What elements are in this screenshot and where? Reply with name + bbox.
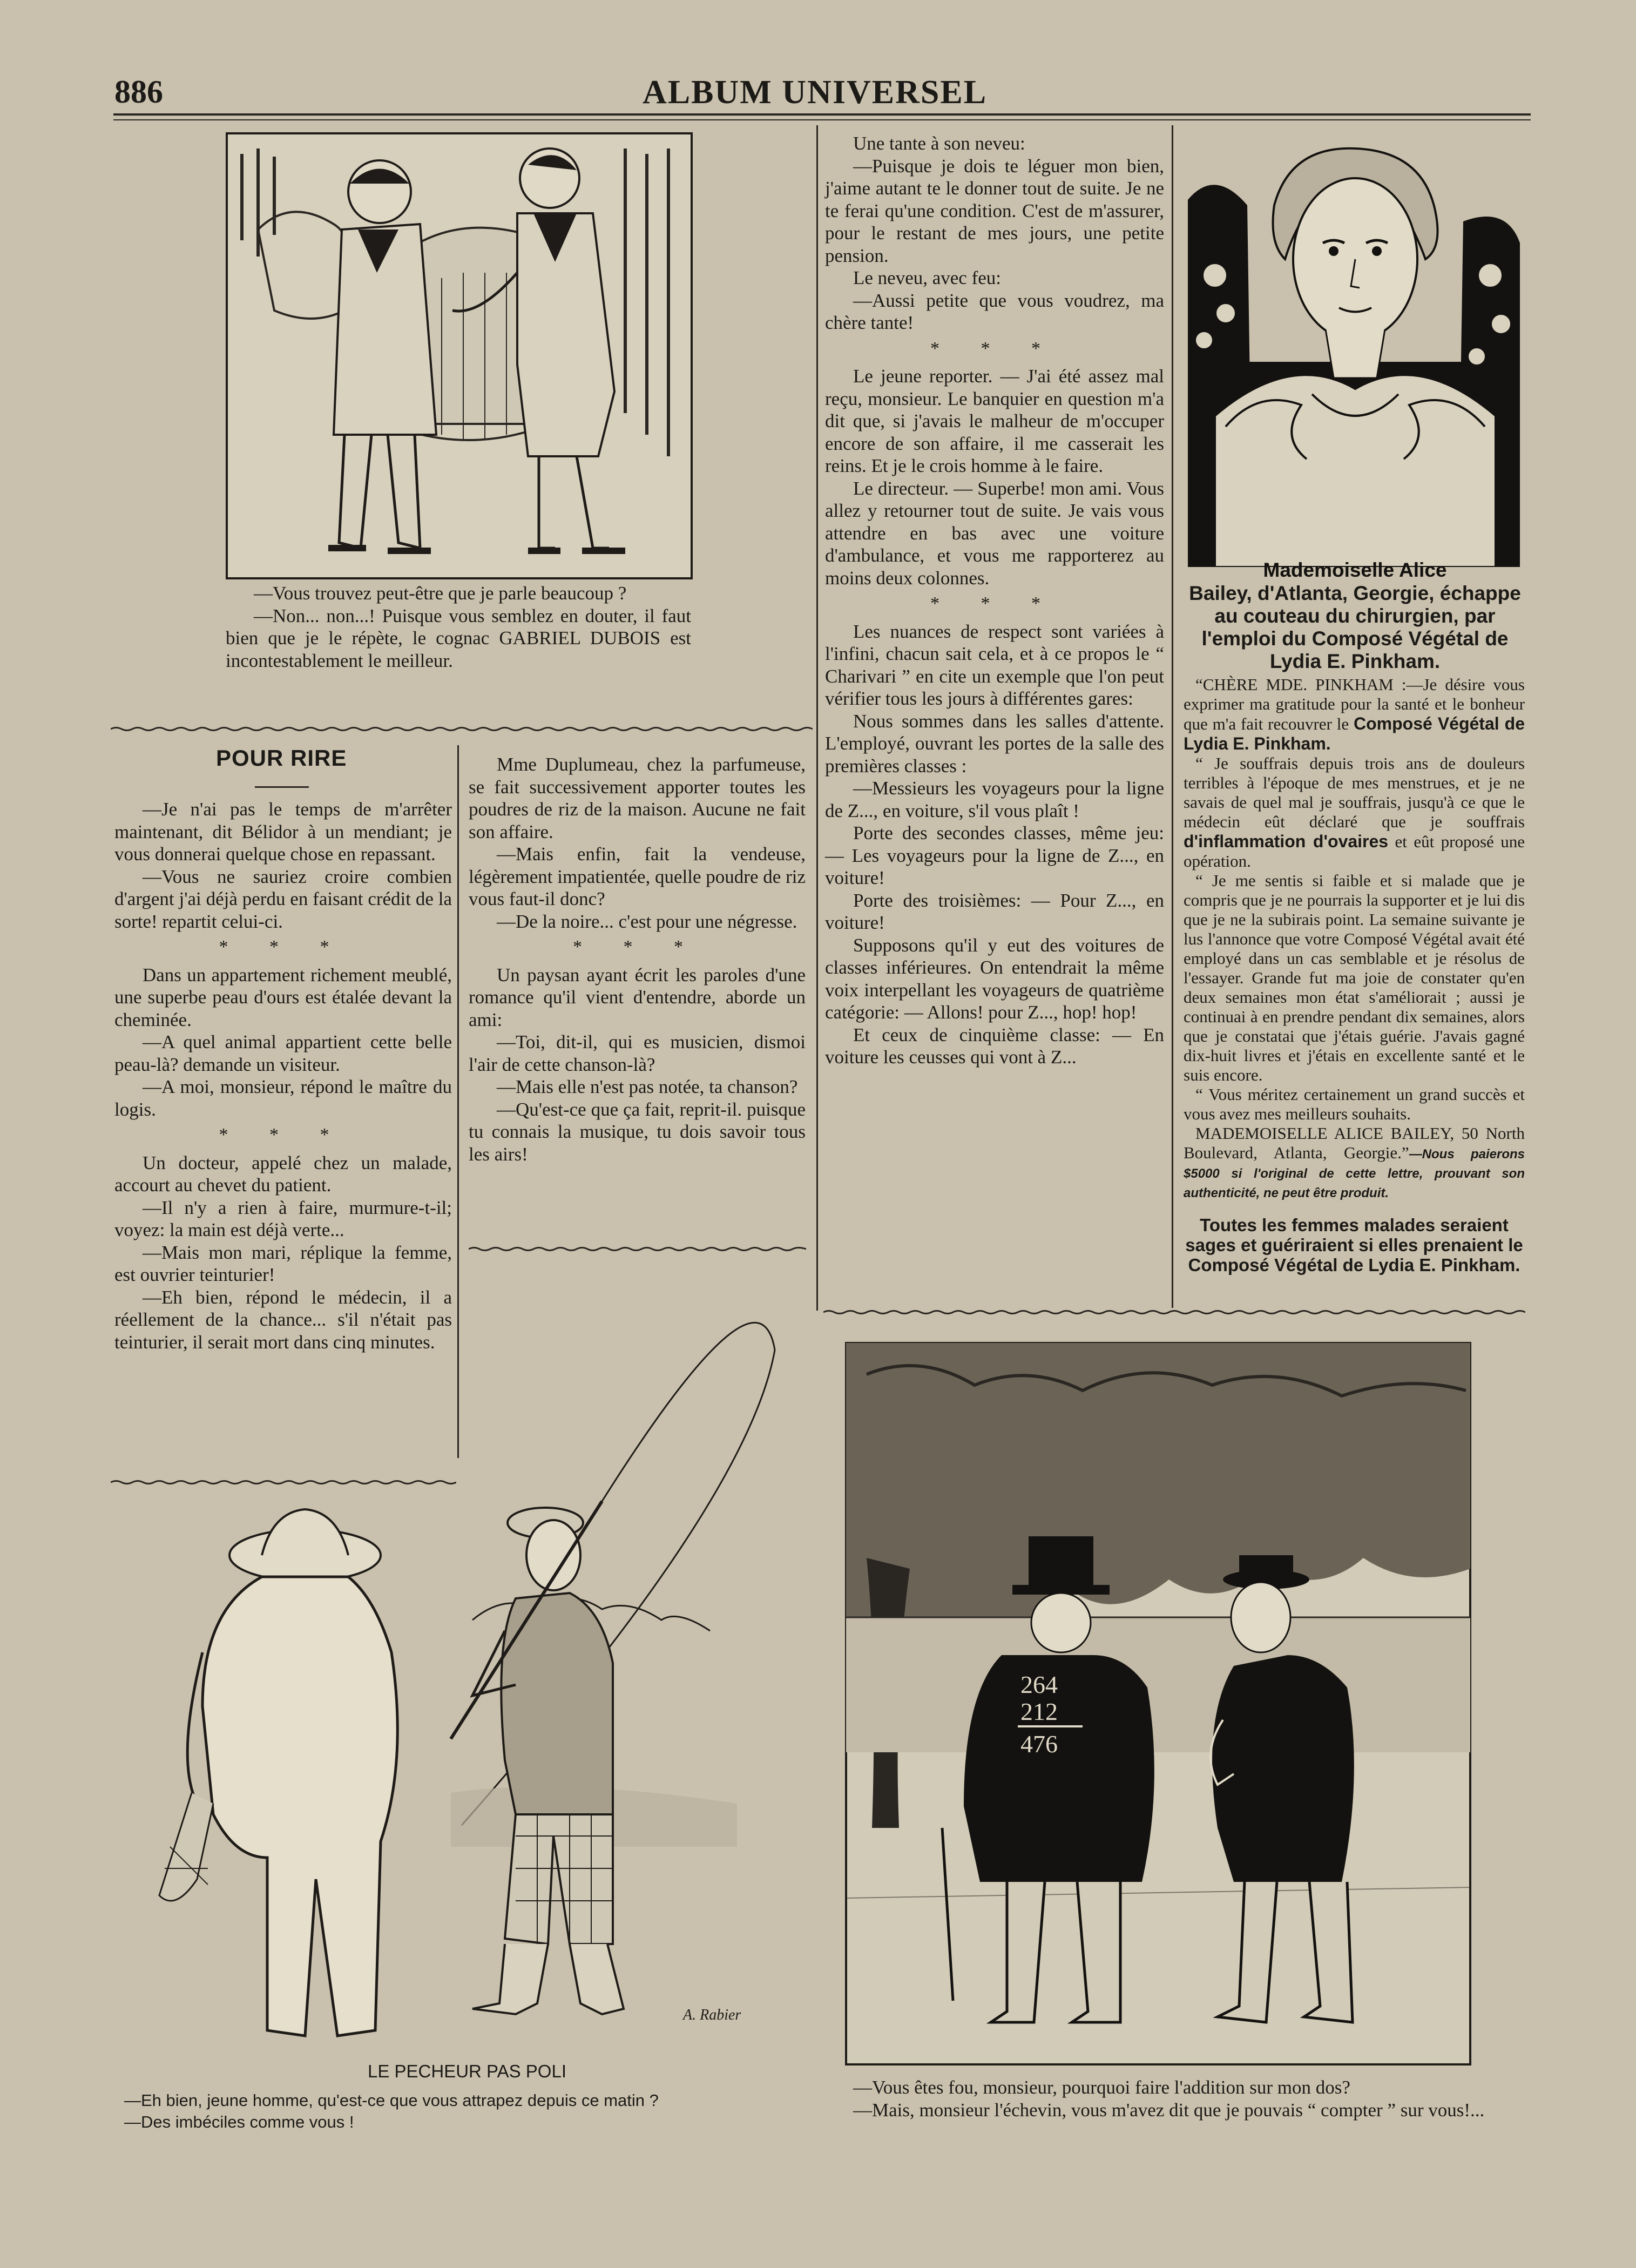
- paragraph: —Eh bien, répond le médecin, il a réellement de la chance... s'il n'était pas teinturier, il serait mort dans cinq minutes.: [114, 1286, 452, 1353]
- paragraph: Une tante à son neveu:: [853, 133, 1025, 154]
- cartoon-fisherman-signature: A. Rabier: [683, 2007, 741, 2023]
- stars-separator: * * *: [219, 937, 348, 957]
- paragraph: Un docteur, appelé chez un malade, accourt au chevet du patient.: [114, 1152, 452, 1196]
- paragraph: Supposons qu'il y eut des voitures de classes inférieures. On entendrait la même voix interpellant les voyageurs de quatrième catégorie: — Allons! pour Z..., hop! hop!: [825, 934, 1164, 1023]
- stars-separator: * * *: [573, 937, 701, 957]
- page-number: 886: [114, 74, 163, 110]
- caption-line: —Des imbéciles comme vous !: [124, 2112, 354, 2131]
- ad-salutation: “CHÈRE MDE. PINKHAM :—: [1195, 675, 1423, 694]
- pour-rire-left-column: [114, 798, 452, 1353]
- ad-text: Je désire vous exprimer ma gratitude pour la santé et le bonheur que m'a fait recouvrer le: [1184, 675, 1525, 733]
- paragraph: Un paysan ayant écrit les paroles d'une romance qu'il vient d'entendre, aborde un ami:: [469, 964, 806, 1030]
- paragraph: —Aussi petite que vous voudrez, ma chère tante!: [825, 289, 1164, 333]
- paragraph: —Il n'y a rien à faire, murmure-t-il; voyez: la main est déjà verte...: [114, 1197, 452, 1240]
- ad-signature: MADEMOISELLE ALICE BAILEY,: [1195, 1124, 1455, 1143]
- ad-headline-1: Mademoiselle Alice: [1263, 559, 1447, 581]
- header-rule: [113, 113, 1531, 116]
- column-rule-middle-left: [816, 125, 818, 1311]
- column-rule-middle-right: [1172, 125, 1173, 1308]
- cartoon-fisherman-title: LE PECHEUR PAS POLI: [367, 2061, 566, 2081]
- cartoon-cognac-illustration: [226, 132, 693, 579]
- back-number: 476: [1020, 1730, 1058, 1758]
- pour-rire-right-column: [469, 753, 806, 1165]
- wavy-separator: [111, 726, 813, 732]
- ad-headline-2: Bailey, d'Atlanta, Georgie, échappe au couteau du chirurgien, par l'emploi du Composé Végétal de Lydia E. Pinkham.: [1189, 582, 1521, 672]
- paragraph: —Je n'ai pas le temps de m'arrêter maintenant, dit Bélidor à un mendiant; je vous donnerai quelque chose en repassant.: [114, 799, 452, 865]
- title-underline: [255, 786, 309, 788]
- ad-emphasis: d'inflammation d'ovaires: [1184, 832, 1389, 851]
- caption-line: —Eh bien, jeune homme, qu'est-ce que vous attrapez depuis ce matin ?: [124, 2091, 659, 2110]
- stars-separator: * * *: [930, 593, 1059, 613]
- header-rule-thin: [113, 119, 1531, 120]
- paragraph: Le directeur. — Superbe! mon ami. Vous allez y retourner tout de suite. Je vais vous attendre en bas avec une voiture d'ambulance, et vous me rapporterez au moins deux colonnes.: [825, 477, 1164, 589]
- paragraph: —Mais elle n'est pas notée, ta chanson?: [497, 1076, 798, 1097]
- wavy-separator: [823, 1310, 1525, 1315]
- back-number: 264: [1020, 1671, 1058, 1698]
- stars-separator: * * *: [219, 1125, 348, 1145]
- paragraph: —Puisque je dois te léguer mon bien, j'aime autant te le donner tout de suite. Je ne te ferai qu'une condition. C'est de m'assurer, pour le restant de mes jours, une petite pension.: [825, 155, 1164, 266]
- caption-line: —Vous trouvez peut-être que je parle beaucoup ?: [254, 583, 627, 604]
- paragraph: —Mais enfin, fait la vendeuse, légèrement impatientée, quelle poudre de riz vous faut-il donc?: [469, 843, 806, 909]
- paragraph: —De la noire... c'est pour une négresse.: [497, 910, 797, 932]
- cartoon-fisherman-caption: [124, 2090, 821, 2133]
- caption-line: —Vous êtes fou, monsieur, pourquoi faire l'addition sur mon dos?: [853, 2077, 1350, 2098]
- ad-portrait-illustration: [1182, 135, 1525, 567]
- paragraph: Mme Duplumeau, chez la parfumeuse, se fait successivement apporter toutes les poudres de riz de la maison. Aucune ne fait son affaire.: [469, 754, 806, 842]
- ad-text: et eût proposé une opération.: [1184, 832, 1525, 870]
- paragraph: Porte des troisièmes: — Pour Z..., en voiture!: [825, 889, 1164, 933]
- ad-text: “ Je me sentis si faible et si malade que je compris que je ne pourrais la supporter et je lui dis que je ne la subirais point. La semaine suivante je lus l'annonce que votre Composé Végétal avait été employé dans un cas semblable et je résolus de l'essayer. Grande fut ma joie de constater qu'en deux semaines mon état s'améliorait ; aussi je continuai à en prendre pendant dix semaines, alors que je constatai que j'étais guérie. J'avais gagné dix-huit livres et j'étais en excellente santé et le suis encore.: [1184, 871, 1525, 1084]
- wavy-separator: [469, 1246, 806, 1252]
- paragraph: Nous sommes dans les salles d'attente. L'employé, ouvrant les portes de la salle des premières classes :: [825, 710, 1164, 777]
- paragraph: —Messieurs les voyageurs pour la ligne de Z..., en voiture, s'il vous plaît !: [825, 778, 1164, 821]
- paragraph: —A moi, monsieur, répond le maître du logis.: [114, 1076, 452, 1120]
- caption-line: —Non... non...! Puisque vous semblez en douter, il faut bien que je le répète, le cognac GABRIEL DUBOIS est incontestablement le meilleur.: [226, 605, 691, 671]
- paragraph: —Qu'est-ce que ça fait, reprit-il. puisque tu connais la musique, tu dois savoir tous les airs!: [469, 1098, 806, 1165]
- paragraph: —A quel animal appartient cette belle peau-là? demande un visiteur.: [114, 1031, 452, 1075]
- caption-line: —Mais, monsieur l'échevin, vous m'avez dit que je pouvais “ compter ” sur vous!...: [853, 2099, 1485, 2121]
- paragraph: Le jeune reporter. — J'ai été assez mal reçu, monsieur. Le banquier en question m'a dit que, si j'avais le malheur de m'occuper encore de son affaire, il me casserait les reins. Et je le crois homme à le faire.: [825, 366, 1164, 476]
- paragraph: Dans un appartement richement meublé, une superbe peau d'ours est étalée devant la cheminée.: [114, 964, 452, 1030]
- ad-text: “ Vous méritez certainement un grand succès et vous avez mes meilleurs souhaits.: [1184, 1085, 1525, 1123]
- back-number: 212: [1020, 1698, 1058, 1725]
- ad-closing: Toutes les femmes malades seraient sages et guériraient si elles prenaient le Composé Végétal de Lydia E. Pinkham.: [1185, 1215, 1523, 1275]
- stars-separator: * * *: [930, 338, 1059, 359]
- paragraph: —Toi, dit-il, qui es musicien, dismoi l'air de cette chanson-là?: [469, 1031, 806, 1075]
- paragraph: —Vous ne sauriez croire combien d'argent j'ai déjà perdu en faisant crédit de la sorte! repartit celui-ci.: [114, 866, 452, 932]
- ad-letter-body: [1184, 675, 1525, 1202]
- page-title: ALBUM UNIVERSEL: [643, 74, 988, 111]
- cartoon-fisherman-illustration: [127, 1274, 807, 2057]
- pour-rire-title: POUR RIRE: [216, 745, 347, 771]
- ad-text: “ Je souffrais depuis trois ans de douleurs terribles à l'époque de mes menstrues, et je ne savais de quel mal je souffrais, jusqu'à ce que le médecin eût déclaré que je souffrais: [1184, 754, 1525, 831]
- middle-column-text: [825, 132, 1164, 1069]
- ad-guarantee: —Nous paierons $5000 si l'original de cette lettre, prouvant son authenticité, ne peut être produit.: [1184, 1147, 1525, 1200]
- ad-address: 50 North Boulevard, Atlanta, Georgie.”: [1184, 1124, 1525, 1162]
- paragraph: Le neveu, avec feu:: [853, 267, 1002, 288]
- paragraph: —Mais mon mari, réplique la femme, est ouvrier teinturier!: [114, 1241, 452, 1285]
- paragraph: Les nuances de respect sont variées à l'infini, chacun sait cela, et à ce propos le “ Charivari ” en cite un exemple que l'on peut vérifier tous les jours à différentes gares:: [825, 620, 1164, 709]
- cartoon-addition-illustration: [845, 1342, 1471, 2066]
- cartoon-addition-caption: [825, 2076, 1495, 2121]
- cartoon-cognac-caption: [226, 582, 691, 672]
- ad-product-name: Composé Végétal de Lydia E. Pinkham.: [1184, 714, 1525, 753]
- paragraph: Porte des secondes classes, même jeu: — Les voyageurs pour la ligne de Z..., en voiture!: [825, 822, 1164, 888]
- paragraph: Et ceux de cinquième classe: — En voiture les ceusses qui vont à Z...: [825, 1024, 1164, 1068]
